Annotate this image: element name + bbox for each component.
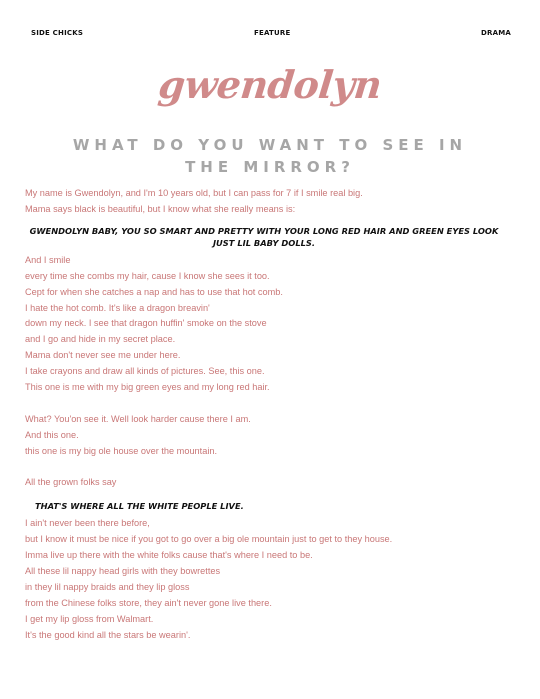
poem-line: down my neck. I see that dragon huffin' smoke on the stove	[25, 318, 267, 329]
poem-line: What? You'on see it. Well look harder cause there I am.	[25, 413, 251, 424]
poem-line: My name is Gwendolyn, and I'm 10 years old, but I can pass for 7 if I smile real big.	[25, 188, 363, 198]
poem-line: Mama don't never see me under here.	[25, 350, 181, 361]
emphasized-quote: THAT'S WHERE ALL THE WHITE PEOPLE LIVE.	[35, 501, 244, 512]
poem-line: this one is my big ole house over the mountain.	[25, 445, 218, 456]
page-subtitle	[40, 134, 500, 178]
gwendolyn-logo: gwendolyn	[156, 62, 384, 107]
poem-line: from the Chinese folks store, they ain't never gone live there.	[25, 597, 272, 608]
stanza-break	[25, 396, 525, 412]
poem-line: but I know it must be nice if you got to go over a big ole mountain just to get to they house.	[25, 534, 393, 545]
poem-line: All these lil nappy head girls with they bowrettes	[25, 566, 221, 577]
subtitle-line: THE MIRROR?	[185, 158, 355, 176]
poem-line: I take crayons and draw all kinds of pictures. See, this one.	[25, 366, 265, 377]
top-navigation	[0, 29, 540, 41]
subtitle-line: WHAT DO YOU WANT TO SEE IN	[72, 136, 468, 154]
stanza-break	[25, 460, 525, 476]
nav-link-feature[interactable]: FEATURE	[254, 29, 291, 37]
nav-link-drama[interactable]: DRAMA	[481, 29, 512, 37]
poem-line: in they lil nappy braids and they lip gloss	[25, 582, 190, 592]
poem-line: All the grown folks say	[25, 477, 117, 488]
poem-line: I ain't never been there before,	[25, 518, 150, 529]
emphasized-quote	[29, 225, 499, 249]
poem-line: And this one.	[25, 429, 79, 440]
poem-line: Mama says black is beautiful, but I know what she really means is:	[25, 203, 296, 214]
quote-line: GWENDOLYN BABY, YOU SO SMART AND PRETTY WITH YOUR LONG RED HAIR AND GREEN EYES LOOK	[29, 225, 499, 236]
poem-line: Cept for when she catches a nap and has to use that hot comb.	[25, 286, 283, 297]
poem-line: It's the good kind all the stars be wearin'.	[25, 629, 191, 640]
poem-line: and I go and hide in my secret place.	[25, 334, 176, 345]
poem-body	[25, 186, 525, 644]
quote-line: JUST LIL BABY DOLLS.	[212, 237, 316, 248]
nav-link-side-chicks[interactable]: SIDE CHICKS	[31, 29, 84, 37]
poem-line: I get my lip gloss from Walmart.	[25, 613, 154, 624]
poem-line: And I smile	[25, 254, 71, 265]
poem-line: Imma live up there with the white folks cause that's where I need to be.	[25, 550, 313, 561]
poem-line: I hate the hot comb. It's like a dragon breavin'	[25, 302, 210, 313]
poem-line: every time she combs my hair, cause I know she sees it too.	[25, 270, 270, 281]
poem-line: This one is me with my big green eyes and my long red hair.	[25, 382, 270, 393]
